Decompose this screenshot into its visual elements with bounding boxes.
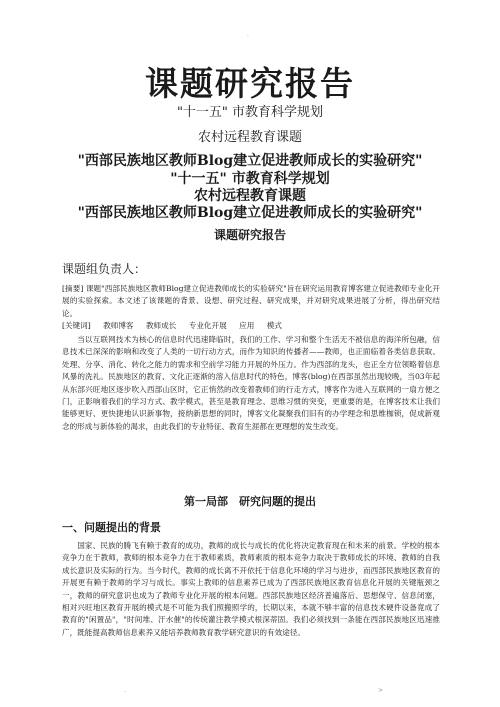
part-title: 第一局部 研究问题的提出: [184, 495, 316, 508]
project-line: 农村远程教育课题: [197, 130, 302, 145]
abstract-paragraph: [摘要] 课题"西部民族地区教师Blog建立促进教师成长的实验研究"旨在研究运用教育博客建立促进教师专业化开展的实验探索。本文述了该课题的背景、设想、研究过程、研究成果，并对研究成果进展了分析，得出研究结论。: [62, 284, 440, 318]
keywords-label: [关键词]: [62, 321, 91, 330]
project-line-bold: 农村远程教育课题: [194, 188, 306, 204]
intro-paragraph: 当以互联网技术为核心的信息时代迅速降临时，我们的工作、学习和整个生活无不被信息的海洋所包融，信息技术已深深的影响和改变了人类的一切行动方式，而作为知识的传播者——教师，也正面临着各类信息获取、处理、分享、消化、转化之能力的需求和空前学习能力开展的外压力。作为西部的龙头，也正全方位领略着信息风暴的洗礼。民族地区的教育、文化正逐渐的溶入信息时代的特色，博客(blog)在西部虽然出现较晚，当03年起从东部兴旺地区逐步吹入西部山区时，它正悄然的改变着教师们的行走方式，博客作为进入互联网的一扇方便之门，正影响着我们的学习方式、教学模式，甚至是教育理念、思维习惯的突变，更重要的是，在博客技术让我们能够更好、更快捷地认识新事物，接纳新思想的同时，博客文化凝聚我们旧有的办学理念和思维枷锁，促成新观念的形成与新体验的渴求，由此我们的专业特征、教育生涯都在更理想的发生改变。: [62, 335, 440, 431]
keywords-line: [62, 320, 440, 332]
keyword-item: 教师博客: [103, 321, 134, 330]
subsection-title: 问题提出的背景: [84, 521, 161, 534]
subsection-number: 一、: [62, 521, 84, 534]
keyword-item: 专业化开展: [188, 321, 227, 330]
project-name-line-repeat: "西部民族地区教师Blog建立促进教师成长的实验研究": [77, 205, 423, 221]
top-dot-mark: .: [247, 31, 249, 38]
keyword-item: 应用: [239, 321, 255, 330]
project-name-line: "西部民族地区教师Blog建立促进教师成长的实验研究": [77, 153, 423, 169]
keyword-item: 教师成长: [145, 321, 177, 330]
keyword-item: 模式: [266, 321, 282, 330]
footer-right-mark: >: [378, 687, 384, 694]
subsection-heading: [62, 519, 161, 535]
background-paragraph: 国家、民族的腾飞有赖于教育的成功，教师的成长与成长的优化将决定教育现在和未来的前景。学校的根本竞争力在于教师，教师的根本竞争力在于教师素质，教师素质的根本竞争力取决于教师成长的环境、教师的自我成长意识及实际的行为。当今时代，教师的成长离不开依托于信息化环境的学习与进步，而西部民族地区教育的开展更有赖于教师的学习与成长。事实上教师的信息素养已成为了西部民族地区教育信息化开展的关键瓶颈之一，教师的研究意识也成为了教师专业化开展的根本问题。西部民族地区经济普遍落后、思想保守、信息闭塞，相对兴旺地区教育开展的模式是不可能为我们照搬照学的，长期以来，本就不够丰富的信息技术硬件设备竟成了教育的"闲置品"，"时间堆、汗水催"的传统灌注教学模式根深蒂固。我们必须找到一条能在西部民族地区迅速推广，既能提高教师信息素养又能培养教师教育教学研究意识的有效途径。: [62, 541, 440, 637]
main-title: 课题研究报告: [145, 64, 355, 103]
plan-line: "十一五" 市教育科学规划: [176, 105, 324, 120]
report-title: 课题研究报告: [213, 228, 286, 242]
footer-left-mark: .: [124, 687, 126, 694]
plan-line-bold: "十一五" 市教育科学规划: [170, 171, 330, 187]
project-leader-label: 课题组负责人：: [62, 262, 147, 276]
